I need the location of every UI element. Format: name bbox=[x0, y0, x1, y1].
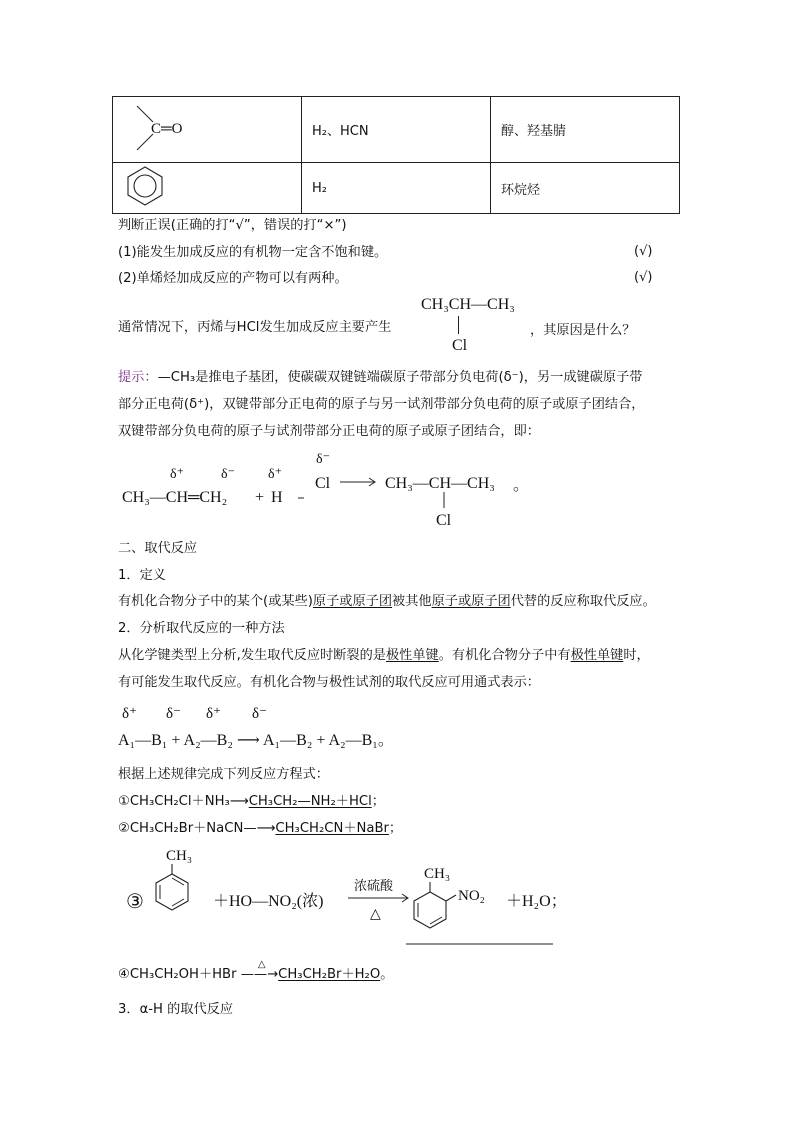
hint-line-2: 部分正电荷(δ⁺)，双键带部分正电荷的原子与另一试剂带部分负电荷的原子或原子团结合， bbox=[118, 397, 645, 412]
reaction-table bbox=[112, 96, 680, 214]
carbonyl-formula: C═O bbox=[151, 120, 183, 137]
table-cell-reagent: H₂、HCN bbox=[302, 97, 491, 163]
nitro-label: NO₂ bbox=[458, 888, 485, 904]
period: 。 bbox=[513, 477, 530, 494]
nitrotoluene-ring-icon bbox=[414, 882, 456, 928]
chlorine: Cl bbox=[315, 475, 331, 492]
hint-line-3: 双键带部分负电荷的原子与试剂带部分正电荷的原子或原子团结合，即： bbox=[118, 424, 540, 439]
product-formula: CH₃—CH—CH₃ bbox=[385, 475, 495, 492]
reaction-2: ②CH₃CH₂Br＋NaCN—⟶CH₃CH₂CN＋NaBr； bbox=[118, 821, 403, 836]
definition-text: 有机化合物分子中的某个(或某些)原子或原子团被其他原子或原子团代替的反应称取代反应。 bbox=[118, 594, 656, 609]
section-3-title: 3．α-H 的取代反应 bbox=[118, 1002, 234, 1017]
section-heading: 二、取代反应 bbox=[118, 541, 198, 556]
judge-item-1: (1)能发生加成反应的有机物一定含不饱和键。 bbox=[118, 245, 388, 260]
judge-title: 判断正误(正确的打“√”，错误的打“×”) bbox=[118, 218, 347, 233]
hydrogen: H bbox=[271, 489, 283, 506]
reaction-4: ④CH₃CH₂OH＋HBr — △ —→CH₃CH₂Br＋H₂O。 bbox=[118, 966, 393, 984]
question-formula-sub: Cl bbox=[452, 337, 468, 354]
condition-catalyst: 浓硫酸 bbox=[354, 879, 394, 894]
hint-line-1 bbox=[118, 369, 642, 387]
hint-text-1: —CH₃是推电子基团，使碳碳双键链端碳原子带部分负电荷(δ⁻)，另一成键碳原子带 bbox=[157, 370, 643, 385]
complete-instruction: 根据上述规律完成下列反应方程式： bbox=[118, 767, 329, 782]
question-formula: CH₃CH—CH₃ bbox=[421, 296, 515, 313]
table-row bbox=[113, 163, 680, 214]
table-cell-product: 醇、羟基腈 bbox=[491, 97, 680, 163]
water-product: ＋H₂O； bbox=[506, 893, 567, 910]
reaction-1: ①CH₃CH₂Cl＋NH₃⟶CH₃CH₂—NH₂＋HCl； bbox=[118, 794, 385, 809]
table-row bbox=[113, 97, 680, 163]
table-cell-reagent: H₂ bbox=[302, 163, 491, 214]
delta-plus: δ⁺ bbox=[268, 467, 282, 482]
benzene-structure bbox=[113, 163, 302, 214]
nitration-reaction bbox=[118, 842, 588, 948]
plus-sign: + bbox=[255, 489, 265, 506]
judge-item-2: (2)单烯烃加成反应的产物可以有两种。 bbox=[118, 271, 348, 286]
methyl-label: CH₃ bbox=[166, 848, 193, 864]
product-sub: Cl bbox=[436, 512, 452, 529]
method-line-2: 有可能发生取代反应。有机化合物与极性试剂的取代反应可用通式表示： bbox=[118, 675, 540, 690]
question-suffix: ，其原因是什么？ bbox=[530, 323, 636, 338]
carbonyl-structure bbox=[113, 97, 302, 163]
nitric-acid: ＋HO—NO₂(浓) bbox=[213, 893, 324, 910]
benzene-ring-icon bbox=[123, 164, 167, 208]
delta-minus: δ⁻ bbox=[316, 452, 330, 467]
toluene-ring-icon bbox=[156, 864, 188, 910]
table-cell-product: 环烷烃 bbox=[491, 163, 680, 214]
methyl-label: CH₃ bbox=[424, 866, 451, 882]
carbonyl-icon bbox=[123, 100, 213, 156]
method-title: 2．分析取代反应的一种方法 bbox=[118, 621, 285, 636]
delta-plus: δ⁺ bbox=[170, 467, 184, 482]
definition-title: 1．定义 bbox=[118, 568, 166, 583]
delta-minus: δ⁻ bbox=[221, 467, 235, 482]
addition-equation bbox=[118, 448, 538, 530]
condition-heat: △ bbox=[370, 907, 381, 922]
bond-line bbox=[458, 316, 459, 334]
judge-mark-2: (√) bbox=[634, 270, 653, 285]
hint-label: 提示： bbox=[118, 370, 158, 385]
reaction-number: ③ bbox=[126, 891, 144, 913]
question-prefix: 通常情况下，丙烯与HCl发生加成反应主要产生 bbox=[118, 320, 392, 335]
judge-mark-1: (√) bbox=[634, 244, 653, 259]
propene-formula: CH₃—CH═CH₂ bbox=[122, 489, 228, 506]
general-equation: A₁—B₁ + A₂—B₂ ⟶ A₁—B₂ + A₂—B₁。 bbox=[118, 732, 394, 749]
heat-condition: △ bbox=[257, 959, 266, 970]
method-line-1: 从化学键类型上分析,发生取代反应时断裂的是极性单键。有机化合物分子中有极性单键时， bbox=[118, 648, 650, 663]
